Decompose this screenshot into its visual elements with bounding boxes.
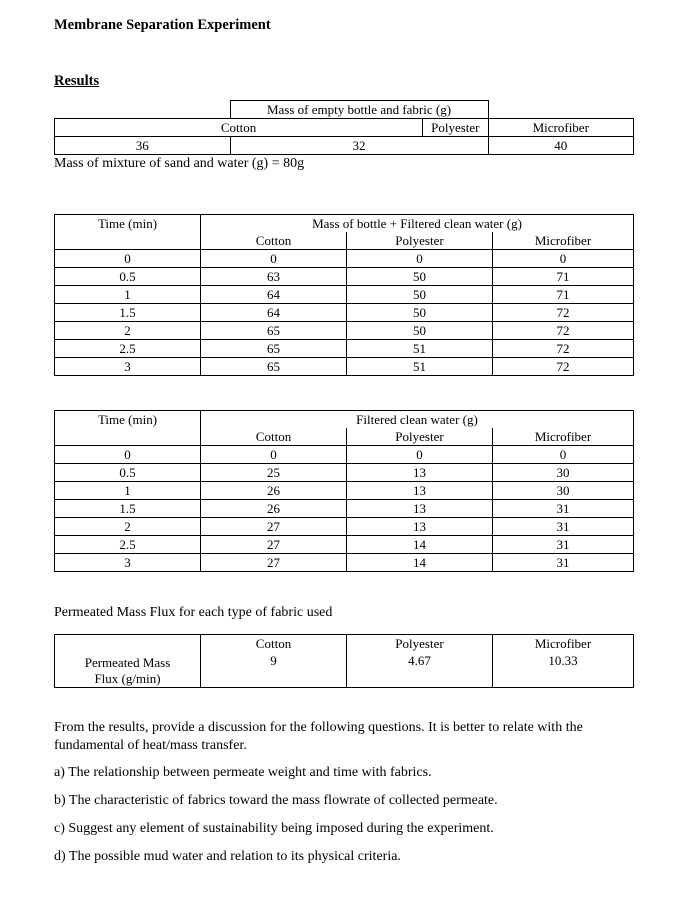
col-polyester: Polyester [423, 119, 488, 137]
value-polyester: 32 [230, 137, 488, 155]
group-header: Filtered clean water (g) [201, 411, 634, 429]
question-a: a) The relationship between permeate weight and time with fabrics. [54, 765, 432, 780]
table-cell: 25 [201, 464, 347, 482]
results-heading: Results [54, 73, 100, 89]
table-row [55, 500, 634, 518]
table-row [55, 482, 634, 500]
col-cotton: Cotton [201, 232, 347, 250]
table-cell: 1 [55, 286, 201, 304]
table-cell: 0 [55, 250, 201, 268]
table-cell: 51 [347, 340, 493, 358]
table-row [55, 340, 634, 358]
time-header: Time (min) [55, 215, 201, 250]
table-cell: 13 [347, 500, 493, 518]
table-cell: 65 [201, 322, 347, 340]
table-row [55, 536, 634, 554]
table-cell: 31 [493, 536, 634, 554]
table-cell: 2 [55, 322, 201, 340]
question-c: c) Suggest any element of sustainability being imposed during the experiment. [54, 821, 494, 836]
col-cotton: Cotton [201, 635, 347, 653]
table3-rows [55, 446, 634, 572]
table-cell: 0 [347, 250, 493, 268]
table-cell: 3 [55, 358, 201, 376]
table-cell: 0 [347, 446, 493, 464]
table-cell: 2 [55, 518, 201, 536]
mixture-mass-text: Mass of mixture of sand and water (g) = 80g [54, 156, 305, 171]
table-cell: 27 [201, 518, 347, 536]
table-cell: 31 [493, 518, 634, 536]
col-microfiber: Microfiber [488, 119, 634, 137]
empty-bottle-mass-table [54, 100, 634, 155]
table-cell: 1 [55, 482, 201, 500]
table-cell: 0 [493, 446, 634, 464]
col-polyester: Polyester [347, 428, 493, 446]
table-cell: 72 [493, 304, 634, 322]
col-microfiber: Microfiber [493, 635, 634, 653]
table-cell: 3 [55, 554, 201, 572]
table-row [55, 322, 634, 340]
table-row [55, 446, 634, 464]
table-cell: 0 [55, 446, 201, 464]
table-cell: 14 [347, 536, 493, 554]
table-cell: 71 [493, 286, 634, 304]
table-cell: 31 [493, 500, 634, 518]
table2-rows [55, 250, 634, 376]
flux-polyester: 4.67 [347, 652, 493, 687]
table-cell: 72 [493, 322, 634, 340]
table-row [55, 464, 634, 482]
value-microfiber: 40 [488, 137, 634, 155]
table-cell: 0 [201, 250, 347, 268]
table-cell: 14 [347, 554, 493, 572]
table-cell: 50 [347, 268, 493, 286]
table-cell: 65 [201, 340, 347, 358]
col-cotton: Cotton [55, 119, 423, 137]
bottle-filtered-water-table [54, 214, 634, 376]
col-polyester: Polyester [347, 635, 493, 653]
col-polyester: Polyester [347, 232, 493, 250]
table-cell: 0 [493, 250, 634, 268]
table-row [55, 518, 634, 536]
table-cell: 2.5 [55, 340, 201, 358]
table-row [55, 554, 634, 572]
table-cell: 51 [347, 358, 493, 376]
table-cell: 1.5 [55, 500, 201, 518]
col-microfiber: Microfiber [493, 232, 634, 250]
table-cell: 71 [493, 268, 634, 286]
document-title: Membrane Separation Experiment [54, 17, 271, 33]
table-cell: 13 [347, 482, 493, 500]
table-cell: 26 [201, 482, 347, 500]
table-cell: 13 [347, 464, 493, 482]
table-cell: 2.5 [55, 536, 201, 554]
table-cell: 30 [493, 482, 634, 500]
flux-title: Permeated Mass Flux for each type of fabric used [54, 605, 333, 620]
table-cell: 30 [493, 464, 634, 482]
table-cell: 50 [347, 304, 493, 322]
question-d: d) The possible mud water and relation to its physical criteria. [54, 849, 401, 864]
discussion-intro: From the results, provide a discussion for the following questions. It is better to relate with the fundamental of heat/mass transfer. [54, 720, 583, 753]
table-row [55, 268, 634, 286]
time-header: Time (min) [55, 411, 201, 446]
table-cell: 50 [347, 286, 493, 304]
table-row [55, 304, 634, 322]
table-cell: 27 [201, 554, 347, 572]
flux-row-label: Permeated Mass Flux (g/min) [55, 635, 201, 688]
flux-microfiber: 10.33 [493, 652, 634, 687]
table-cell: 64 [201, 304, 347, 322]
table-cell: 0.5 [55, 464, 201, 482]
filtered-water-table [54, 410, 634, 572]
table-cell: 0 [201, 446, 347, 464]
blank-cell [488, 101, 634, 119]
question-b: b) The characteristic of fabrics toward the mass flowrate of collected permeate. [54, 793, 498, 808]
table-cell: 1.5 [55, 304, 201, 322]
table-cell: 26 [201, 500, 347, 518]
mass-flux-table [54, 634, 634, 688]
table1-header: Mass of empty bottle and fabric (g) [230, 101, 488, 119]
table-cell: 27 [201, 536, 347, 554]
group-header: Mass of bottle + Filtered clean water (g) [201, 215, 634, 233]
table-cell: 63 [201, 268, 347, 286]
table-cell: 64 [201, 286, 347, 304]
table-cell: 72 [493, 358, 634, 376]
flux-cotton: 9 [201, 652, 347, 687]
table-cell: 13 [347, 518, 493, 536]
col-microfiber: Microfiber [493, 428, 634, 446]
col-cotton: Cotton [201, 428, 347, 446]
table-cell: 65 [201, 358, 347, 376]
table-row [55, 358, 634, 376]
table-cell: 50 [347, 322, 493, 340]
table-row [55, 286, 634, 304]
table-cell: 0.5 [55, 268, 201, 286]
value-cotton: 36 [55, 137, 231, 155]
table-cell: 31 [493, 554, 634, 572]
table-cell: 72 [493, 340, 634, 358]
table-row [55, 250, 634, 268]
blank-cell [55, 101, 231, 119]
